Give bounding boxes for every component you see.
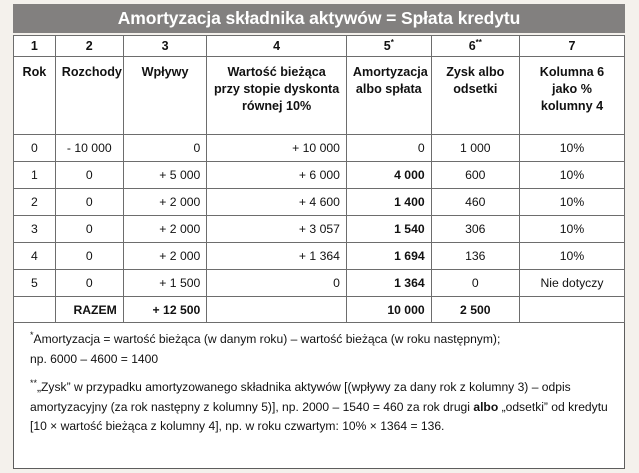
cell-wartosc: + 4 600 [207,189,347,216]
cell-rok: 2 [14,189,56,216]
cell-amortyzacja: 4 000 [346,162,431,189]
cell-rok: 1 [14,162,56,189]
cell-procent: 10% [519,135,624,162]
column-number-cell [14,36,56,57]
column-number-cell [123,36,207,57]
column-number-cell [346,36,431,57]
column-number-3: 3 [161,39,169,53]
cell-wartosc: + 3 057 [207,216,347,243]
cell-amortyzacja: 1 540 [346,216,431,243]
cell-rozchody: 0 [55,162,123,189]
cell-wplywy: 0 [123,135,207,162]
cell-rozchody: 0 [55,216,123,243]
cell-procent: 10% [519,243,624,270]
total-label: RAZEM [55,297,123,323]
cell-zysk: 306 [431,216,519,243]
table-total-row [14,297,625,323]
column-number-5: 5 [383,39,391,53]
footnote-marker-single-asterisk: * [390,37,394,47]
cell-procent: 10% [519,189,624,216]
table-row [14,243,625,270]
cell-rok: 0 [14,135,56,162]
footnote-1-line-1: Amortyzacja = wartość bieżąca (w danym roku) – wartość bieżąca (w roku następnym); [33,332,501,346]
cell-procent: 10% [519,216,624,243]
cell-wplywy: + 2 000 [123,243,207,270]
cell-procent: Nie dotyczy [519,270,624,297]
footnote-1-marker: * [30,329,34,340]
column-number-2: 2 [85,39,93,53]
footnotes-container [13,323,625,469]
cell-wplywy: + 5 000 [123,162,207,189]
table-container [13,35,625,323]
column-number-7: 7 [568,39,576,53]
total-amortyzacja: 10 000 [346,297,431,323]
cell-rozchody: 0 [55,270,123,297]
header-rozchody: Rozchody [55,57,123,135]
total-procent [519,297,624,323]
header-rok: Rok [14,57,56,135]
table-row [14,270,625,297]
table-row [14,189,625,216]
cell-amortyzacja: 1 400 [346,189,431,216]
footnote-2-marker: ** [30,377,38,388]
cell-wplywy: + 2 000 [123,216,207,243]
amortization-table [13,35,625,323]
table-row [14,162,625,189]
column-number-cell [207,36,347,57]
total-wplywy: + 12 500 [123,297,207,323]
cell-rozchody: - 10 000 [55,135,123,162]
cell-zysk: 0 [431,270,519,297]
figure-title-band [13,4,625,33]
cell-zysk: 1 000 [431,135,519,162]
cell-zysk: 460 [431,189,519,216]
column-number-1: 1 [30,39,38,53]
header-amortyzacja-albo-splata: Amortyzacja albo spłata [346,57,431,135]
footnote-1 [30,330,610,369]
footnote-2-part-2: „odsetki” od kredytu [10 × wartość bieżąca z kolumny 4], np. w roku czwartym: 10% × 1364 = 136. [30,399,608,433]
cell-wplywy: + 2 000 [123,189,207,216]
footnote-marker-double-asterisk: ** [475,37,482,47]
column-number-cell [431,36,519,57]
cell-rok: 4 [14,243,56,270]
table-row [14,135,625,162]
footnote-2 [30,378,610,437]
header-wartosc-biezaca: Wartość bieżąca przy stopie dyskonta równej 10% [207,57,347,135]
cell-amortyzacja: 1 694 [346,243,431,270]
cell-wartosc: + 10 000 [207,135,347,162]
column-number-6: 6 [468,39,476,53]
cell-wartosc: + 1 364 [207,243,347,270]
cell-rok: 3 [14,216,56,243]
cell-zysk: 136 [431,243,519,270]
cell-amortyzacja: 1 364 [346,270,431,297]
cell-rozchody: 0 [55,243,123,270]
cell-procent: 10% [519,162,624,189]
cell-rok: 5 [14,270,56,297]
column-number-4: 4 [273,39,281,53]
header-kolumna-6-procent: Kolumna 6 jako % kolumny 4 [519,57,624,135]
cell-wartosc: 0 [207,270,347,297]
cell-rozchody: 0 [55,189,123,216]
column-number-row [14,36,625,57]
column-number-cell [55,36,123,57]
header-wplywy: Wpływy [123,57,207,135]
total-empty-cell [14,297,56,323]
cell-zysk: 600 [431,162,519,189]
footnote-1-line-2: np. 6000 – 4600 = 1400 [30,351,159,366]
footnote-2-part-1: „Zysk” w przypadku amortyzowanego składnika aktywów [(wpływy za dany rok z kolumny 3) – odpis amortyzacyjny (za rok następny z kolumny 5)], np. 2000 – 1540 = 460 za rok drugi [30,380,571,414]
column-number-cell [519,36,624,57]
header-zysk-albo-odsetki: Zysk albo odsetki [431,57,519,135]
cell-wartosc: + 6 000 [207,162,347,189]
total-wartosc [207,297,347,323]
footnote-2-bold-albo: albo [473,399,499,414]
total-zysk: 2 500 [431,297,519,323]
cell-amortyzacja: 0 [346,135,431,162]
cell-wplywy: + 1 500 [123,270,207,297]
column-header-row [14,57,625,135]
table-row [14,216,625,243]
figure-title: Amortyzacja składnika aktywów = Spłata kredytu [117,8,521,28]
